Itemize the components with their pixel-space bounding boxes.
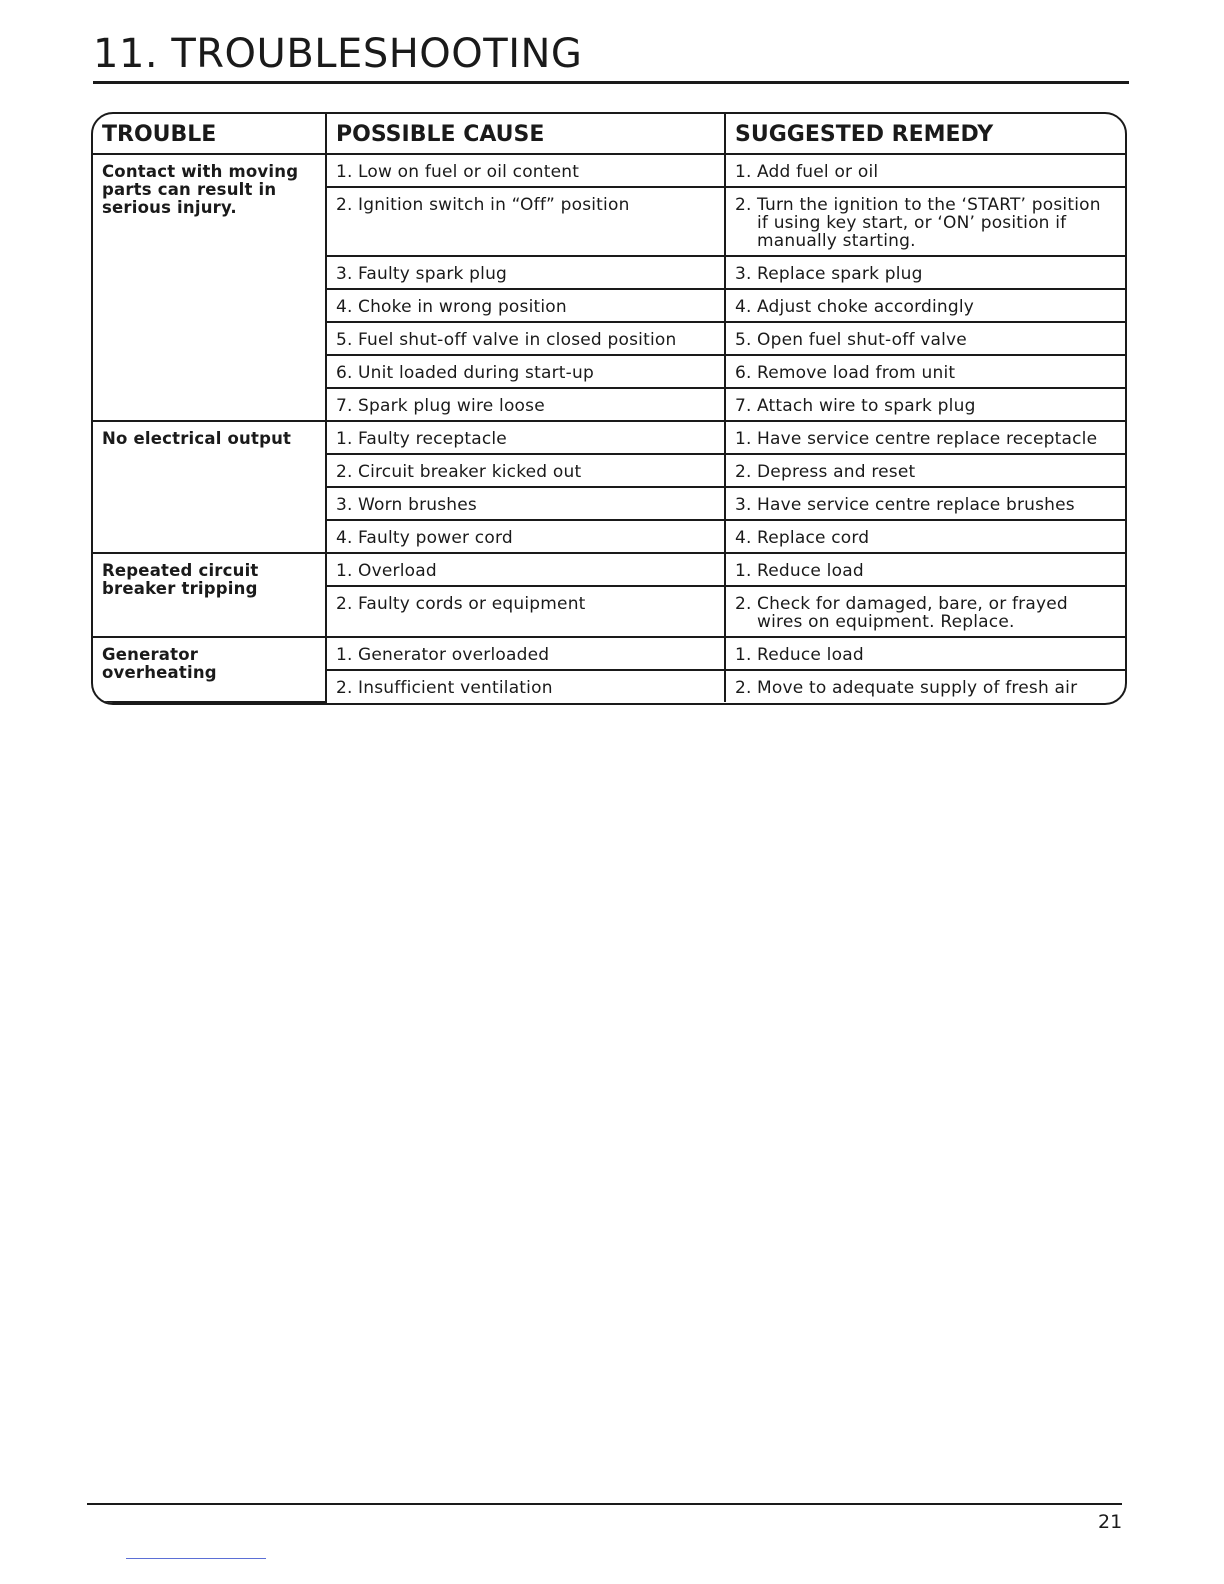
cause-cell: [326, 553, 725, 586]
header-suggested-remedy: SUGGESTED REMEDY: [725, 114, 1125, 154]
remedy-text: Turn the ignition to the ‘START’ position if using key start, or ‘ON’ position if manually starting.: [757, 195, 1101, 251]
cause-text: Low on fuel or oil content: [358, 162, 580, 182]
cause-cell: [326, 355, 725, 388]
cause-text: Generator overloaded: [358, 645, 550, 665]
remedy-text: Move to adequate supply of fresh air: [757, 678, 1078, 698]
remedy-text: Add fuel or oil: [757, 162, 879, 182]
remedy-text: Reduce load: [757, 645, 864, 665]
cause-number: 1.: [336, 645, 353, 665]
remedy-cell: [725, 388, 1125, 421]
header-possible-cause: POSSIBLE CAUSE: [326, 114, 725, 154]
remedy-number: 3.: [735, 495, 752, 515]
remedy-text: Open fuel shut-off valve: [757, 330, 967, 350]
cause-text: Circuit breaker kicked out: [358, 462, 582, 482]
remedy-cell: [725, 187, 1125, 256]
cause-cell: [326, 454, 725, 487]
cause-text: Worn brushes: [358, 495, 477, 515]
remedy-text: Have service centre replace receptacle: [757, 429, 1098, 449]
cause-text: Faulty receptacle: [358, 429, 507, 449]
cause-text: Fuel shut-off valve in closed position: [358, 330, 677, 350]
remedy-text: Replace spark plug: [757, 264, 923, 284]
remedy-cell: [725, 520, 1125, 553]
cause-number: 1.: [336, 162, 353, 182]
cause-text: Faulty power cord: [358, 528, 513, 548]
remedy-number: 6.: [735, 363, 752, 383]
remedy-cell: [725, 670, 1125, 702]
cause-text: Choke in wrong position: [358, 297, 567, 317]
cause-number: 7.: [336, 396, 353, 416]
remedy-number: 3.: [735, 264, 752, 284]
cause-number: 1.: [336, 561, 353, 581]
cause-cell: [326, 637, 725, 670]
table-row: [93, 421, 1125, 454]
trouble-cell: Repeated circuit breaker tripping: [93, 553, 326, 637]
trouble-cell: No electrical output: [93, 421, 326, 553]
trouble-cell: Contact with moving parts can result in serious injury.: [93, 154, 326, 421]
remedy-cell: [725, 154, 1125, 187]
title-divider: [93, 81, 1129, 84]
remedy-number: 1.: [735, 645, 752, 665]
table-row: [93, 637, 1125, 670]
remedy-cell: [725, 421, 1125, 454]
remedy-number: 5.: [735, 330, 752, 350]
header-trouble: TROUBLE: [93, 114, 326, 154]
cause-cell: [326, 421, 725, 454]
remedy-number: 4.: [735, 528, 752, 548]
cause-cell: [326, 187, 725, 256]
remedy-text: Reduce load: [757, 561, 864, 581]
cause-text: Ignition switch in “Off” position: [358, 195, 630, 215]
remedy-cell: [725, 256, 1125, 289]
remedy-cell: [725, 586, 1125, 637]
remedy-text: Have service centre replace brushes: [757, 495, 1075, 515]
table-row: [93, 154, 1125, 187]
page-title: 11. TROUBLESHOOTING: [93, 31, 583, 77]
cause-cell: [326, 256, 725, 289]
cause-text: Faulty cords or equipment: [358, 594, 586, 614]
remedy-cell: [725, 454, 1125, 487]
table-row: [93, 553, 1125, 586]
cause-number: 2.: [336, 678, 353, 698]
cause-cell: [326, 520, 725, 553]
remedy-number: 2.: [735, 678, 752, 698]
cause-text: Overload: [358, 561, 437, 581]
remedy-number: 7.: [735, 396, 752, 416]
cause-text: Unit loaded during start-up: [358, 363, 594, 383]
cause-number: 3.: [336, 264, 353, 284]
remedy-cell: [725, 487, 1125, 520]
remedy-number: 1.: [735, 561, 752, 581]
remedy-text: Check for damaged, bare, or frayed wires on equipment. Replace.: [757, 594, 1068, 632]
cause-number: 4.: [336, 297, 353, 317]
cause-number: 2.: [336, 594, 353, 614]
remedy-number: 1.: [735, 162, 752, 182]
cause-cell: [326, 322, 725, 355]
remedy-text: Adjust choke accordingly: [757, 297, 975, 317]
cause-cell: [326, 154, 725, 187]
troubleshooting-table: [91, 112, 1127, 705]
trouble-cell: Generator overheating: [93, 637, 326, 702]
remedy-text: Replace cord: [757, 528, 870, 548]
remedy-number: 2.: [735, 594, 752, 614]
remedy-text: Attach wire to spark plug: [757, 396, 976, 416]
cause-number: 3.: [336, 495, 353, 515]
remedy-text: Remove load from unit: [757, 363, 956, 383]
cause-number: 5.: [336, 330, 353, 350]
cause-number: 4.: [336, 528, 353, 548]
cause-text: Spark plug wire loose: [358, 396, 545, 416]
cause-text: Faulty spark plug: [358, 264, 508, 284]
cause-cell: [326, 670, 725, 702]
remedy-number: 2.: [735, 462, 752, 482]
cause-number: 1.: [336, 429, 353, 449]
cause-number: 2.: [336, 462, 353, 482]
table-header-row: [93, 114, 1125, 154]
footer-underline: [126, 1558, 266, 1559]
remedy-cell: [725, 553, 1125, 586]
remedy-number: 2.: [735, 195, 752, 215]
cause-cell: [326, 289, 725, 322]
remedy-number: 1.: [735, 429, 752, 449]
remedy-number: 4.: [735, 297, 752, 317]
remedy-text: Depress and reset: [757, 462, 916, 482]
cause-number: 6.: [336, 363, 353, 383]
cause-cell: [326, 487, 725, 520]
page-number: 21: [1098, 1511, 1123, 1533]
remedy-cell: [725, 355, 1125, 388]
cause-text: Insufficient ventilation: [358, 678, 553, 698]
cause-cell: [326, 388, 725, 421]
remedy-cell: [725, 322, 1125, 355]
remedy-cell: [725, 289, 1125, 322]
footer-divider: [87, 1503, 1122, 1505]
cause-number: 2.: [336, 195, 353, 215]
cause-cell: [326, 586, 725, 637]
remedy-cell: [725, 637, 1125, 670]
